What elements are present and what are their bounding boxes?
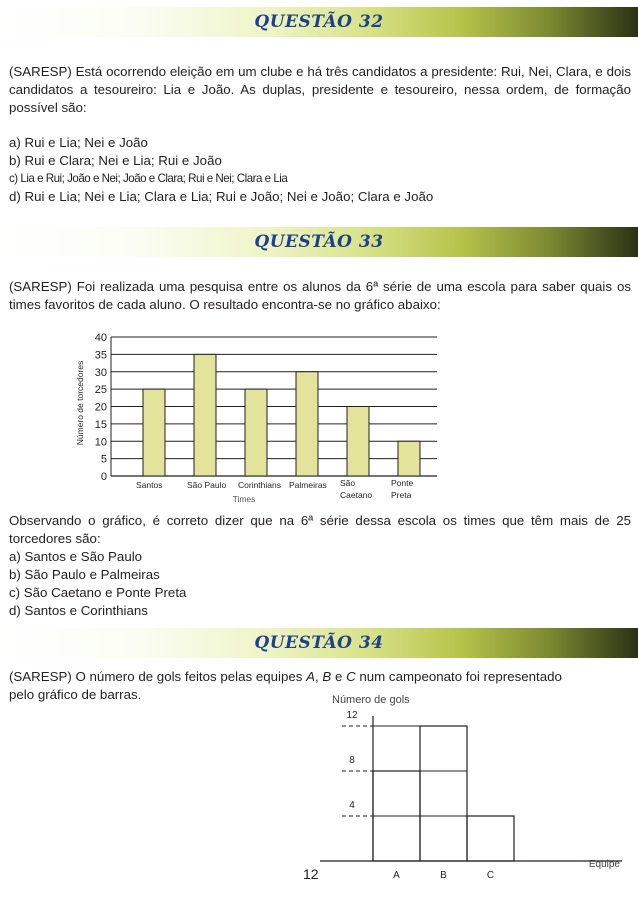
chart2-y-tick-label: 4 [349,800,355,811]
chart1-bar [194,354,216,476]
chart1-y-tick-label: 15 [94,418,107,431]
q33-option-d: d) Santos e Corinthians [9,603,148,618]
chart2-y-ticks [346,710,358,811]
chart2-axes [320,716,622,861]
q34-statement-part2: num campeonato foi representado [355,669,562,684]
chart1-y-tick-label: 10 [94,436,107,449]
q34-statement-part1: (SARESP) O número de gols feitos pelas equipes [9,669,307,684]
chart2-x-tick-label: B [440,870,447,881]
question-34-title: QUESTÃO 34 [254,633,384,653]
q34-conj: e [331,669,347,684]
chart1-x-tick-label: São [340,478,356,488]
chart1-x-tick-label: Caetano [340,490,373,500]
chart1-y-tick-label: 5 [100,453,107,466]
chart1-y-axis-label: Número de torcedores [75,360,85,446]
torcedores-bar-chart [60,325,480,510]
chart1-y-ticks [95,332,107,483]
question-32-statement: (SARESP) Está ocorrendo eleição em um clube e há três candidatos a presidente: Rui, Nei, Clara, e dois candidatos a tesoureiro: Lia e João. As duplas, presidente e tesoureiro, nessa ordem, de formação possível são: [9,64,631,115]
chart1-x-tick-label: São Paulo [187,480,227,490]
chart1-bar [347,407,369,477]
chart1-x-tick-label: Ponte [391,478,414,488]
chart2-x-axis-label: Equipe [588,859,620,870]
chart1-x-tick-label: Santos [136,480,163,490]
chart2-guides [342,726,514,816]
chart1-y-tick-label: 20 [94,401,107,414]
chart1-y-tick-label: 0 [100,471,107,483]
chart1-y-tick-label: 35 [94,349,107,362]
chart1-x-axis-label: Times [232,494,256,504]
q32-option-c: c) Lia e Rui; João e Nei; João e Clara; Rui e Nei; Clara e Lia [9,172,288,185]
q33-option-b: b) São Paulo e Palmeiras [9,567,160,582]
q32-option-d: d) Rui e Lia; Nei e Lia; Clara e Lia; Rui e João; Nei e João; Clara e João [9,189,434,204]
chart1-y-tick-label: 40 [94,332,107,344]
question-34-header [0,628,638,658]
chart2-y-tick-label: 8 [349,755,355,766]
chart1-bar [398,441,420,476]
q33-option-a: a) Santos e São Paulo [9,549,143,564]
q33-option-c: c) São Caetano e Ponte Preta [9,585,187,600]
gols-bar-chart [320,688,630,883]
question-32-header [0,7,638,37]
page-number: 12 [303,866,319,882]
q34-team-b: B [322,669,332,684]
chart2-bars [373,726,514,861]
q32-option-b: b) Rui e Clara; Nei e Lia; Rui e João [9,153,222,168]
question-34-statement: (SARESP) O número de gols feitos pelas equipes A, B e C num campeonato foi representado [9,669,562,684]
chart2-x-ticks [393,870,494,881]
question-34-statement-line2: pelo gráfico de barras. [9,687,142,702]
chart2-x-tick-label: C [486,870,495,881]
q32-option-a: a) Rui e Lia; Nei e João [9,135,148,150]
chart2-y-axis-label: Número de gols [332,694,410,706]
chart1-bar [296,372,318,476]
chart1-y-tick-label: 25 [94,384,107,397]
chart2-bar [467,816,514,861]
chart1-y-tick-label: 30 [94,366,107,379]
chart1-x-tick-label: Corinthians [238,480,281,490]
q34-team-c: C [346,669,356,684]
question-33-title: QUESTÃO 33 [254,232,384,252]
question-32-title: QUESTÃO 32 [254,12,384,32]
chart1-bars [143,354,420,476]
chart1-bar [143,389,165,476]
chart1-x-ticks [136,478,413,500]
chart2-x-tick-label: A [393,870,400,881]
chart2-y-tick-label: 12 [346,710,358,721]
chart2-bar [420,726,467,861]
question-33-text: Observando o gráfico, é correto dizer que na 6ª série dessa escola os times que têm mais de 25 torcedores são: [9,513,631,546]
question-33-header [0,227,638,257]
chart1-x-tick-label: Palmeiras [289,480,327,490]
question-33-statement: (SARESP) Foi realizada uma pesquisa entre os alunos da 6ª série de uma escola para saber quais os times favoritos de cada aluno. O resultado encontra-se no gráfico abaixo: [9,279,631,312]
chart1-bar [245,389,267,476]
chart1-x-tick-label: Preta [391,490,412,500]
q34-team-a: A [306,669,315,684]
